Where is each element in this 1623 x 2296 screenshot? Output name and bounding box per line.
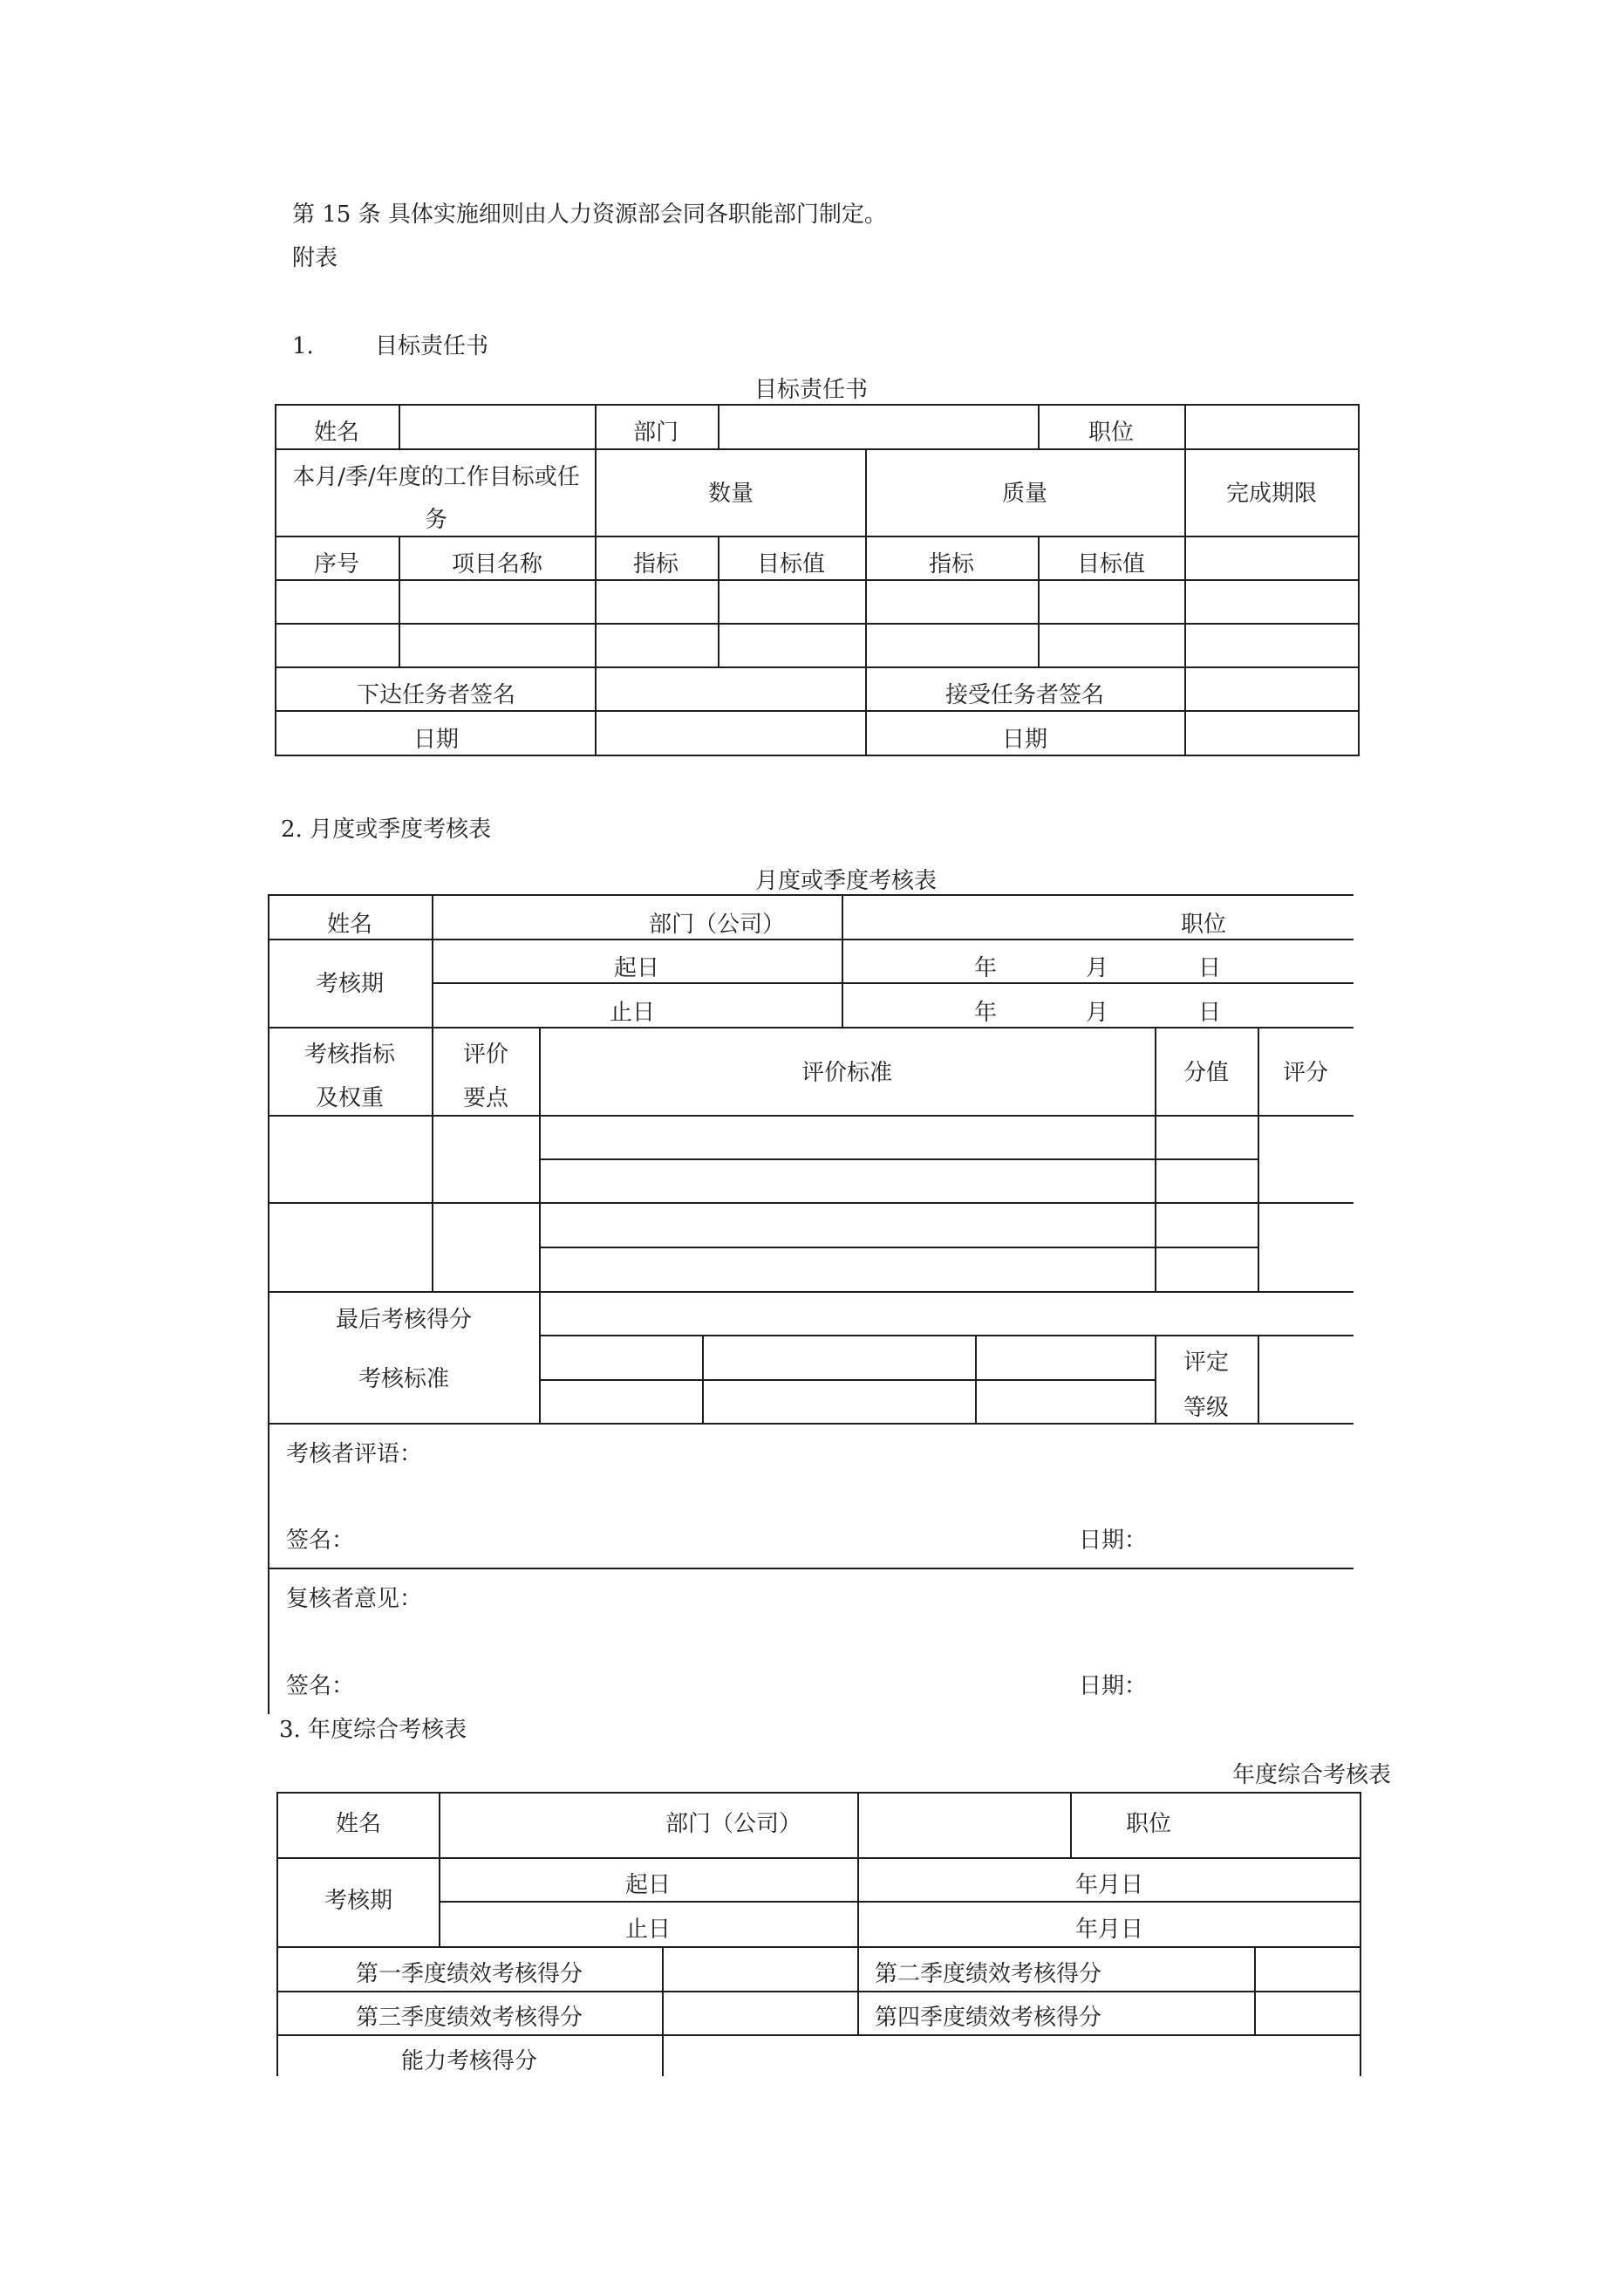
- section1-number: 1.: [292, 333, 314, 359]
- date-label: 日期: [1001, 727, 1048, 753]
- q2-score-label: 第二季度绩效考核得分: [875, 1961, 1102, 1987]
- indicator-label: 指标: [632, 551, 679, 577]
- section3-table-title: 年度综合考核表: [1232, 1762, 1392, 1788]
- year-label: 年: [973, 1000, 998, 1026]
- indicator-weight-label-line1: 考核指标: [303, 1042, 396, 1068]
- date-label: 日期：: [1079, 1673, 1148, 1699]
- assigner-sign-label: 下达任务者签名: [356, 682, 516, 708]
- name-label: 姓名: [326, 912, 373, 938]
- section3-heading: 3. 年度综合考核表: [279, 1717, 467, 1743]
- position-label: 职位: [1180, 912, 1227, 938]
- name-label: 姓名: [335, 1811, 382, 1837]
- receiver-sign-label: 接受任务者签名: [944, 682, 1105, 708]
- serial-label: 序号: [313, 551, 360, 577]
- day-label: 日: [1197, 1000, 1222, 1026]
- dept-label: 部门（公司）: [648, 912, 786, 938]
- year-label: 年: [973, 955, 998, 981]
- eval-points-label-line2: 要点: [462, 1085, 509, 1111]
- deadline-label: 完成期限: [1225, 481, 1318, 507]
- task-label-line1: 本月/季/年度的工作目标或任: [292, 464, 580, 490]
- dept-label: 部门: [632, 420, 679, 446]
- indicator-weight-label-line2: 及权重: [315, 1085, 385, 1111]
- q3-score-label: 第三季度绩效考核得分: [355, 2005, 583, 2031]
- signature-label: 签名：: [286, 1673, 355, 1699]
- grade-label-line1: 评定: [1183, 1350, 1230, 1376]
- dept-label: 部门（公司）: [665, 1811, 802, 1837]
- q1-score-label: 第一季度绩效考核得分: [355, 1961, 583, 1987]
- task-label-line2: 务: [424, 507, 448, 533]
- start-date-label: 起日: [613, 955, 660, 981]
- appendix-label: 附表: [292, 245, 338, 271]
- date-label: 日期: [413, 727, 460, 753]
- grade-label-line2: 等级: [1183, 1395, 1230, 1421]
- date-label: 日期：: [1079, 1527, 1148, 1554]
- eval-points-label-line1: 评价: [462, 1042, 509, 1068]
- target-value-label: 目标值: [756, 551, 826, 577]
- target-value-label: 目标值: [1076, 551, 1146, 577]
- period-label: 考核期: [324, 1888, 393, 1914]
- period-label: 考核期: [315, 971, 385, 997]
- name-label: 姓名: [313, 420, 360, 446]
- indicator-label: 指标: [928, 551, 975, 577]
- q4-score-label: 第四季度绩效考核得分: [875, 2005, 1102, 2031]
- rating-label: 评分: [1282, 1060, 1329, 1086]
- final-score-label: 最后考核得分: [335, 1307, 473, 1333]
- end-ymd-label: 年月日: [1074, 1917, 1144, 1943]
- position-label: 职位: [1125, 1811, 1172, 1837]
- section1-heading: 目标责任书: [375, 333, 489, 359]
- section1-table-title: 目标责任书: [754, 377, 869, 403]
- quality-label: 质量: [1001, 481, 1048, 507]
- reviewer-comment-label: 考核者评语：: [286, 1441, 423, 1467]
- month-label: 月: [1085, 1000, 1109, 1026]
- start-ymd-label: 年月日: [1074, 1872, 1144, 1898]
- position-label: 职位: [1088, 420, 1135, 446]
- section2-heading: 2. 月度或季度考核表: [281, 817, 492, 843]
- day-label: 日: [1197, 955, 1222, 981]
- rechecker-opinion-label: 复核者意见：: [286, 1586, 423, 1612]
- article-15-text: 第 15 条 具体实施细则由人力资源部会同各职能部门制定。: [292, 202, 887, 228]
- end-date-label: 止日: [624, 1917, 672, 1943]
- ability-score-label: 能力考核得分: [400, 2048, 538, 2074]
- eval-criteria-label: 评价标准: [801, 1060, 893, 1086]
- signature-label: 签名：: [286, 1527, 355, 1554]
- start-date-label: 起日: [624, 1872, 672, 1898]
- assessment-standard-label: 考核标准: [358, 1366, 450, 1392]
- month-label: 月: [1085, 955, 1109, 981]
- quantity-label: 数量: [707, 481, 754, 507]
- section2-table-title: 月度或季度考核表: [754, 868, 938, 894]
- project-name-label: 项目名称: [451, 551, 543, 577]
- score-value-label: 分值: [1183, 1060, 1230, 1086]
- end-date-label: 止日: [609, 1000, 656, 1026]
